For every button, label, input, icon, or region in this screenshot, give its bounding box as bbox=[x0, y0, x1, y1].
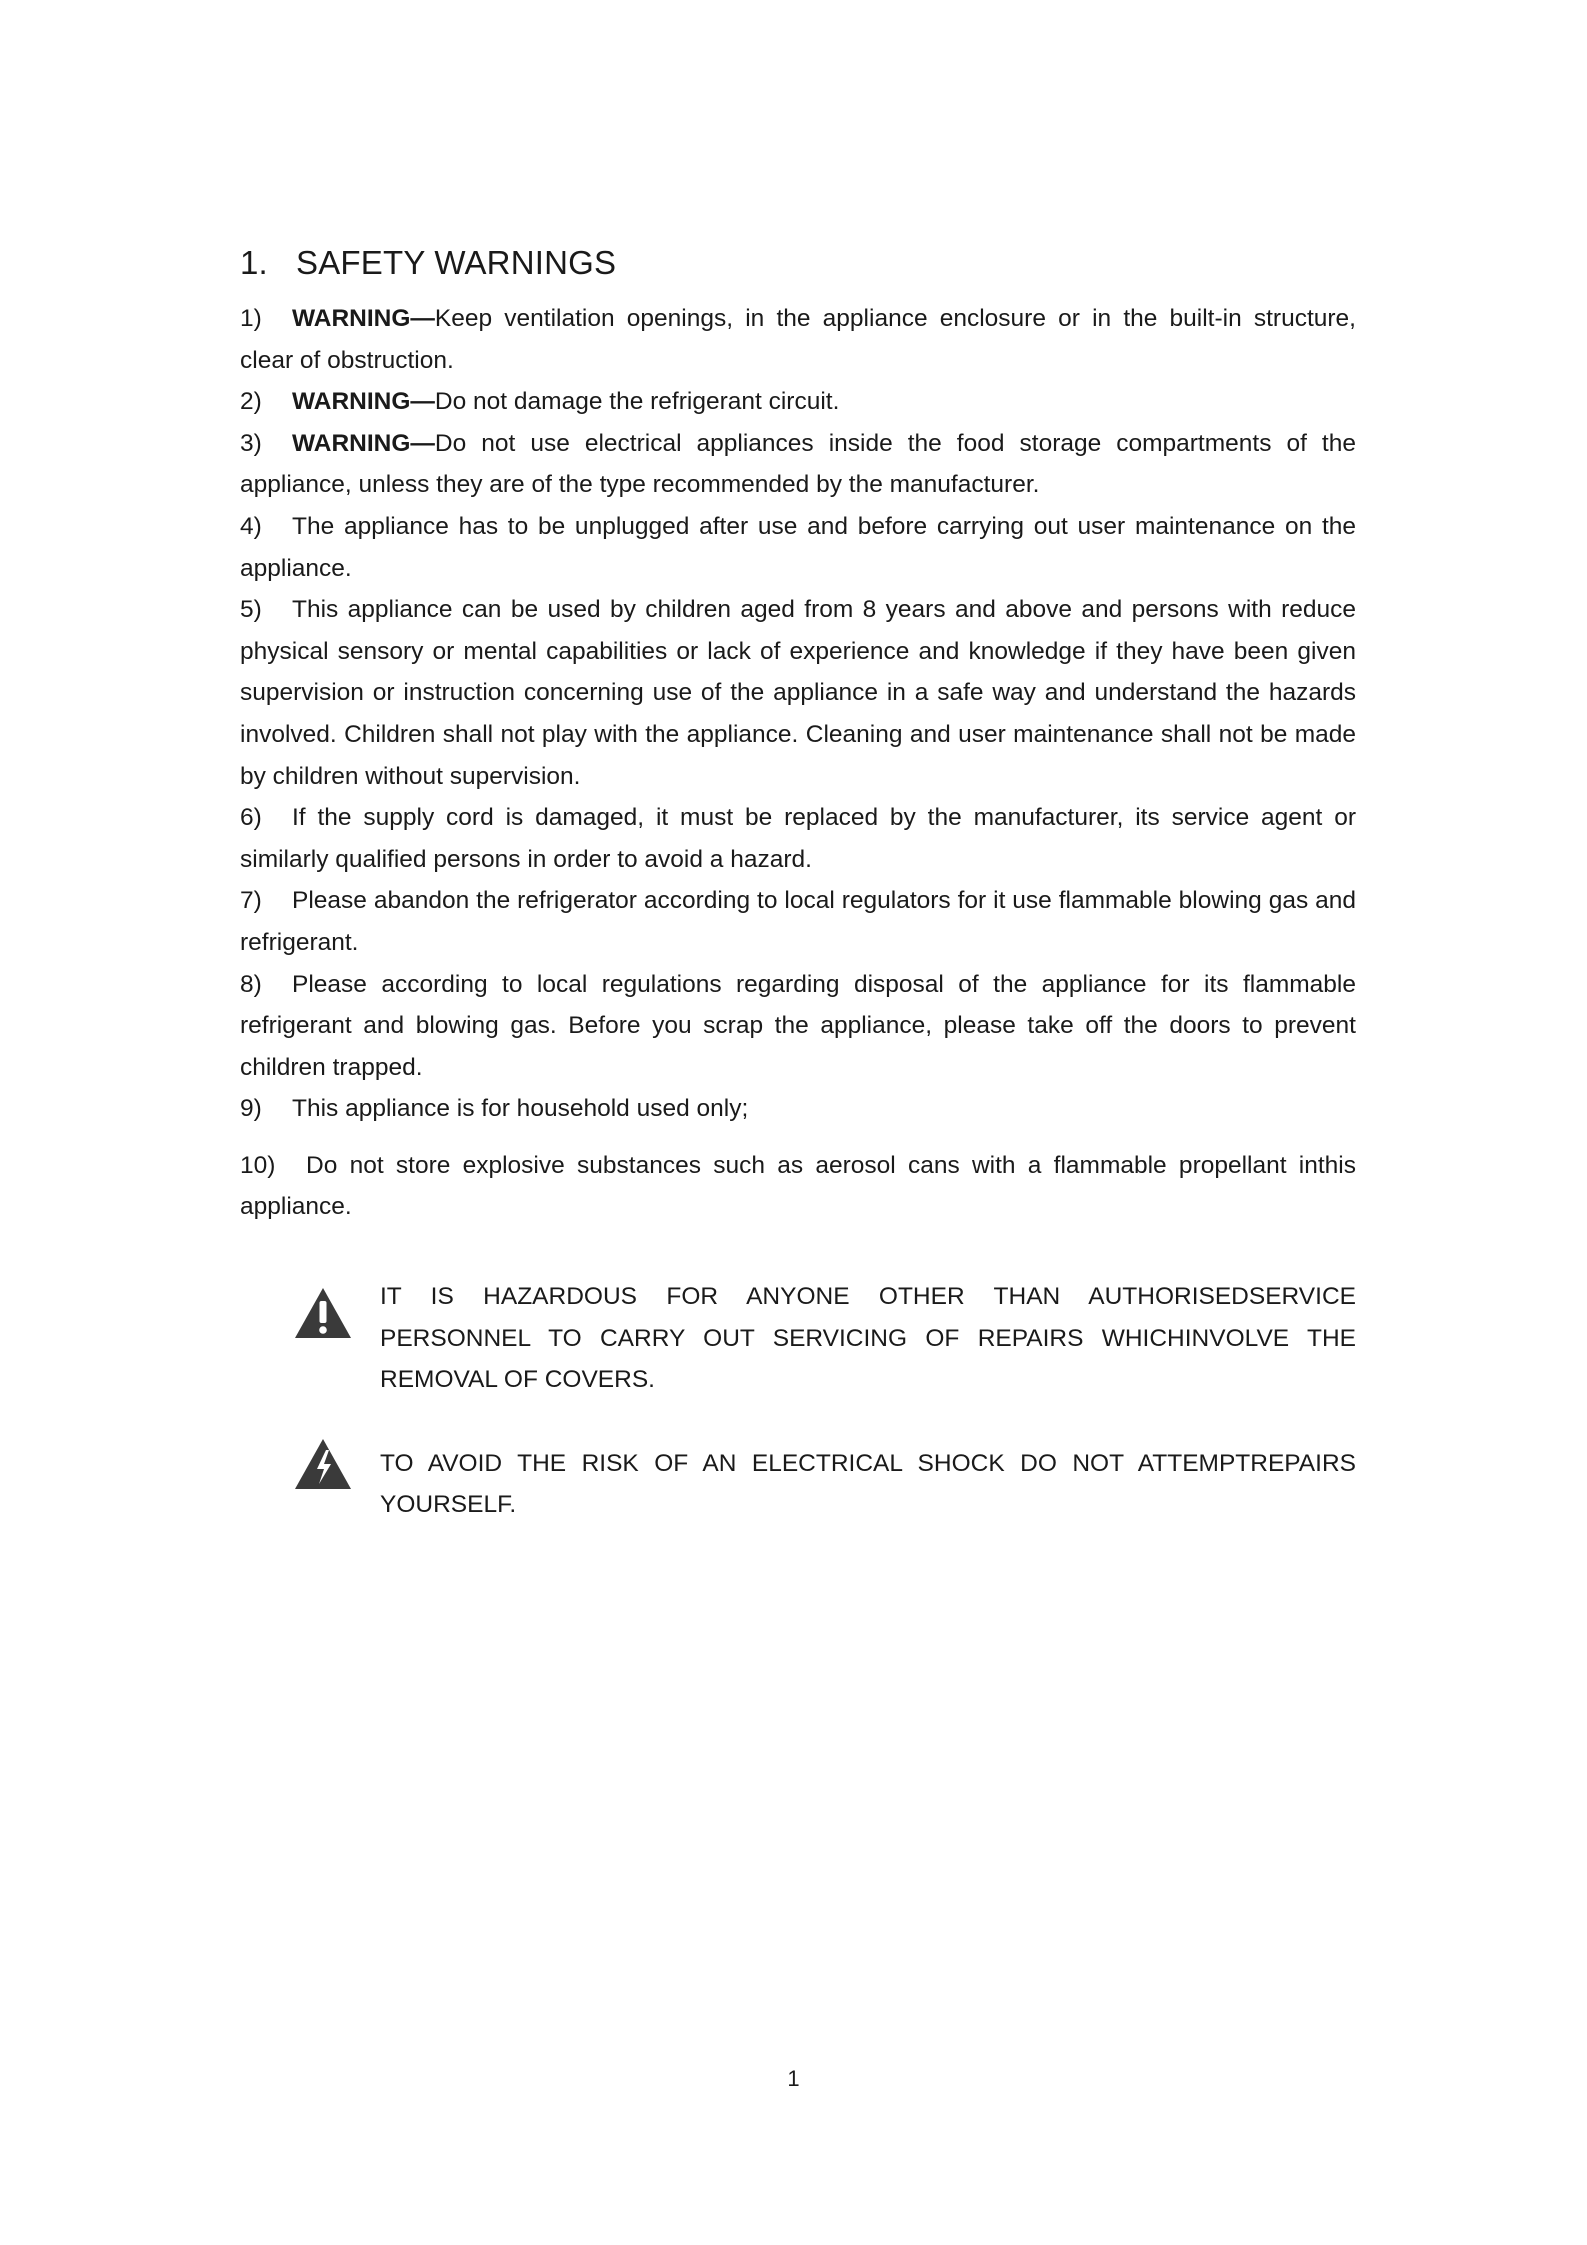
item-number: 8) bbox=[240, 970, 262, 998]
item-number: 1) bbox=[240, 305, 262, 332]
list-item bbox=[240, 1088, 1356, 1130]
hazard-notice-electrical bbox=[293, 1443, 1356, 1526]
item-number: 2) bbox=[240, 388, 262, 416]
item-number: 7) bbox=[240, 887, 262, 915]
item-number: 9) bbox=[240, 1095, 262, 1123]
page-number: 1 bbox=[787, 2066, 800, 2091]
list-item bbox=[240, 1145, 1356, 1228]
list-item bbox=[240, 964, 1356, 1089]
list-item bbox=[240, 381, 1356, 423]
warning-label: WARNING— bbox=[292, 429, 435, 457]
section-number: 1. bbox=[240, 244, 268, 281]
hazard-notice-servicing bbox=[293, 1276, 1356, 1401]
item-text: This appliance can be used by children aged from 8 years and above and persons with reduce physical sensory or mental capabilities or lack of experience and knowledge if they have been given supervision or instruction concerning use of the appliance in a safe way and understand the hazards involved. Children shall not play with the appliance. Cleaning and user maintenance shall not be made by children without supervision. bbox=[240, 596, 1356, 790]
warning-label: WARNING— bbox=[292, 388, 435, 416]
main-content bbox=[240, 238, 1356, 1228]
item-text: Do not damage the refrigerant circuit. bbox=[434, 388, 840, 416]
item-text: Do not store explosive substances such as aerosol cans with a flammable propellant inthis appliance. bbox=[240, 1151, 1356, 1221]
list-item bbox=[240, 880, 1356, 963]
item-number: 4) bbox=[240, 512, 262, 540]
electrical-shock-warning-icon bbox=[293, 1437, 353, 1491]
item-number: 10) bbox=[240, 1151, 276, 1179]
section-heading bbox=[240, 238, 1356, 288]
hazard-notice-text: IT IS HAZARDOUS FOR ANYONE OTHER THAN AUTHORISEDSERVICE PERSONNEL TO CARRY OUT SERVICING OF REPAIRS WHICHINVOLVE THE REMOVAL OF COVERS. bbox=[380, 1283, 1356, 1394]
list-item bbox=[240, 589, 1356, 797]
list-item bbox=[240, 298, 1356, 381]
list-item bbox=[240, 797, 1356, 880]
item-text: The appliance has to be unplugged after use and before carrying out user maintenance on the appliance. bbox=[240, 512, 1356, 582]
item-number: 6) bbox=[240, 804, 262, 832]
item-text: Please according to local regulations regarding disposal of the appliance for its flammable refrigerant and blowing gas. Before you scrap the appliance, please take off the doors to prevent children trapped. bbox=[240, 970, 1356, 1081]
list-item bbox=[240, 506, 1356, 589]
item-text: If the supply cord is damaged, it must be replaced by the manufacturer, its service agent or similarly qualified persons in order to avoid a hazard. bbox=[240, 804, 1356, 873]
item-text: This appliance is for household used only; bbox=[292, 1095, 749, 1123]
item-number: 3) bbox=[240, 429, 262, 457]
hazard-notice-text: TO AVOID THE RISK OF AN ELECTRICAL SHOCK DO NOT ATTEMPTREPAIRS YOURSELF. bbox=[380, 1449, 1356, 1519]
exclamation-warning-icon bbox=[293, 1286, 353, 1340]
hazard-notices bbox=[293, 1276, 1356, 1526]
warning-label: WARNING— bbox=[292, 305, 435, 332]
item-text: Keep ventilation openings, in the appliance enclosure or in the built-in structure, clear of obstruction. bbox=[240, 305, 1356, 374]
item-number: 5) bbox=[240, 596, 262, 624]
section-title: SAFETY WARNINGS bbox=[296, 244, 617, 281]
item-text: Do not use electrical appliances inside the food storage compartments of the appliance, unless they are of the type recommended by the manufacturer. bbox=[240, 429, 1356, 499]
item-text: Please abandon the refrigerator according to local regulators for it use flammable blowing gas and refrigerant. bbox=[240, 887, 1356, 956]
list-item bbox=[240, 423, 1356, 506]
